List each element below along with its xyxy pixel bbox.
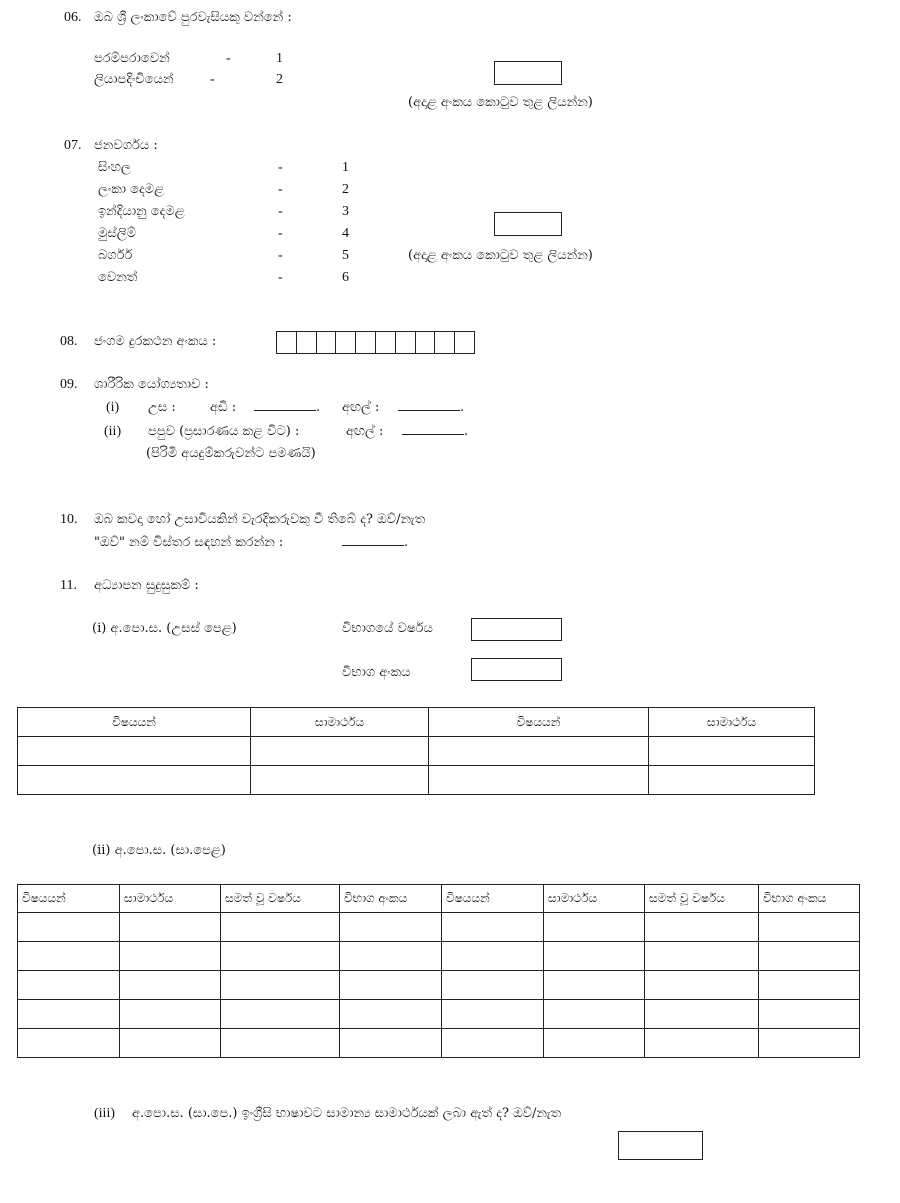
q07-option-code: 4 [342, 226, 349, 241]
al-index-box[interactable] [471, 658, 562, 681]
ol-cell[interactable] [442, 1029, 544, 1058]
q09-i-marker: (i) [106, 400, 120, 415]
q07-option-code: 3 [342, 204, 349, 219]
q07-option-code: 1 [342, 160, 349, 175]
q11-number: 11. [60, 578, 77, 593]
q09-question: ශාරීරික යෝග්‍යතාව : [94, 377, 209, 392]
q07-option-code: 6 [342, 270, 349, 285]
q07-answer-box[interactable] [494, 212, 562, 236]
ol-results-table [17, 884, 860, 1058]
digit-box[interactable] [336, 332, 356, 353]
chest-inches-blank[interactable] [402, 424, 464, 435]
q08-number: 08. [60, 334, 78, 349]
q06-option-dash: - [226, 51, 231, 66]
ol-cell[interactable] [645, 1029, 759, 1058]
al-cell[interactable] [251, 766, 429, 795]
q07-option-code: 2 [342, 182, 349, 197]
height-inches-blank[interactable] [398, 400, 460, 411]
q07-option-dash: - [278, 204, 283, 219]
ol-cell[interactable] [18, 942, 120, 971]
digit-box[interactable] [416, 332, 436, 353]
ol-cell[interactable] [442, 913, 544, 942]
ol-cell[interactable] [759, 1000, 860, 1029]
al-cell[interactable] [649, 766, 815, 795]
ol-cell[interactable] [340, 1000, 442, 1029]
al-index-label: විභාග අංකය [342, 665, 411, 680]
chest-inches-label: අඟල් : [346, 424, 384, 439]
q06-option-code: 1 [276, 51, 283, 66]
ol-cell[interactable] [544, 1029, 645, 1058]
ol-cell[interactable] [340, 942, 442, 971]
q11-question: අධ්‍යාපන සුදුසුකම් : [94, 578, 199, 593]
ol-header-index-no: විභාග අංකය [340, 885, 442, 913]
ol-cell[interactable] [120, 942, 221, 971]
ol-cell[interactable] [544, 1000, 645, 1029]
digit-box[interactable] [376, 332, 396, 353]
feet-label: අඩි : [210, 400, 237, 415]
ol-header-index-no: විභාග අංකය [759, 885, 860, 913]
q06-option-code: 2 [276, 72, 283, 87]
q06-question: ඔබ ශ්‍රී ලංකාවේ පුරවැසියකු වන්නේ : [94, 10, 292, 25]
q06-option-label: පරම්පරාවෙන් [94, 51, 170, 66]
height-label: උස : [148, 400, 176, 415]
ol-cell[interactable] [221, 942, 340, 971]
al-cell[interactable] [649, 737, 815, 766]
inches-label: අඟල් : [342, 400, 380, 415]
ol-cell[interactable] [442, 942, 544, 971]
ol-cell[interactable] [340, 913, 442, 942]
q07-option-label: බර්ගර් [98, 248, 133, 263]
digit-box[interactable] [297, 332, 317, 353]
q10-question: ඔබ කවදා හෝ උසාවියකින් වැරදිකරුවකු වී තිබේ ද? ඔව්/නැත [94, 512, 426, 527]
digit-box[interactable] [356, 332, 376, 353]
al-exam-year-box[interactable] [471, 618, 562, 641]
ol-cell[interactable] [759, 1029, 860, 1058]
q06-option-label: ලියාපදිංචියෙන් [94, 72, 174, 87]
ol-cell[interactable] [645, 913, 759, 942]
al-cell[interactable] [18, 737, 251, 766]
q07-option-label: වෙනත් [98, 270, 138, 285]
phone-number-boxes[interactable] [276, 331, 475, 354]
q06-answer-box[interactable] [494, 61, 562, 85]
feet-blank[interactable] [254, 400, 316, 411]
q07-option-dash: - [278, 270, 283, 285]
ol-cell[interactable] [759, 942, 860, 971]
ol-cell[interactable] [340, 971, 442, 1000]
q09-number: 09. [60, 377, 78, 392]
ol-cell[interactable] [221, 1029, 340, 1058]
ol-header-subjects: විෂයයන් [18, 885, 120, 913]
ol-cell[interactable] [18, 913, 120, 942]
ol-cell[interactable] [645, 1000, 759, 1029]
al-cell[interactable] [429, 737, 649, 766]
q06-number: 06. [64, 10, 82, 25]
q07-option-dash: - [278, 226, 283, 241]
al-header-subjects: විෂයයන් [18, 708, 251, 737]
al-cell[interactable] [18, 766, 251, 795]
q11-iii-question: අ.පො.ස. (සා.පෙ.) ඉංග්‍රීසි භාෂාවට සාමාන්‍ය සාමාර්ථයක් ලබා ඇත් ද? ඔව්/නැත [132, 1106, 562, 1121]
ol-header-year-passed: සමත් වූ වර්ෂය [645, 885, 759, 913]
english-pass-answer-box[interactable] [618, 1131, 703, 1160]
ol-header-passes: සාමාර්ථය [120, 885, 221, 913]
q09-ii-marker: (ii) [104, 424, 122, 439]
q10-end-dot: . [404, 535, 409, 550]
feet-dot: . [316, 400, 321, 415]
ol-cell[interactable] [120, 913, 221, 942]
q07-question: ජනවර්ගය : [94, 138, 158, 153]
al-header-passes: සාමාර්ථය [251, 708, 429, 737]
ol-header-year-passed: සමත් වූ වර්ෂය [221, 885, 340, 913]
q08-question: ජංගම දුරකථන අංකය : [94, 334, 217, 349]
q10-number: 10. [60, 512, 78, 527]
al-label: (i) අ.පො.ස. (උසස් පෙළ) [92, 621, 237, 636]
digit-box[interactable] [396, 332, 416, 353]
height-inches-dot: . [460, 400, 465, 415]
ol-cell[interactable] [221, 913, 340, 942]
ol-cell[interactable] [18, 971, 120, 1000]
ol-cell[interactable] [645, 971, 759, 1000]
al-cell[interactable] [251, 737, 429, 766]
ol-cell[interactable] [442, 1000, 544, 1029]
digit-box[interactable] [317, 332, 337, 353]
ol-cell[interactable] [544, 942, 645, 971]
q10-followup: "ඔව්" නම් විස්තර සඳහන් කරන්න : [94, 535, 284, 550]
q07-option-label: ඉන්දියානු දෙමළ [98, 204, 185, 219]
ol-cell[interactable] [221, 1000, 340, 1029]
al-header-subjects: විෂයයන් [429, 708, 649, 737]
ol-label: (ii) අ.පො.ස. (සා.පෙළ) [92, 843, 226, 858]
ol-cell[interactable] [340, 1029, 442, 1058]
digit-box[interactable] [455, 332, 474, 353]
ol-cell[interactable] [221, 971, 340, 1000]
q10-details-blank[interactable] [342, 535, 404, 546]
ol-cell[interactable] [18, 1029, 120, 1058]
q07-option-dash: - [278, 160, 283, 175]
al-header-passes: සාමාර්ථය [649, 708, 815, 737]
q07-option-label: සිංහල [98, 160, 131, 175]
ol-cell[interactable] [18, 1000, 120, 1029]
q07-number: 07. [64, 138, 82, 153]
digit-box[interactable] [277, 332, 297, 353]
q11-iii-marker: (iii) [94, 1106, 115, 1121]
q07-option-label: ලංකා දෙමළ [98, 182, 165, 197]
al-exam-year-label: විභාගයේ වර්ෂය [342, 621, 433, 636]
ol-header-subjects: විෂයයන් [442, 885, 544, 913]
ol-cell[interactable] [442, 971, 544, 1000]
q06-instruction: (අදාළ අංකය කොටුව තුළ ලියන්න) [408, 95, 593, 110]
ol-cell[interactable] [759, 913, 860, 942]
al-cell[interactable] [429, 766, 649, 795]
chest-inches-dot: . [464, 424, 469, 439]
al-results-table [17, 707, 815, 795]
q07-option-dash: - [278, 248, 283, 263]
q09-note: (පිරිමි අයදුම්කරුවන්ට පමණයි) [146, 446, 316, 461]
ol-cell[interactable] [645, 942, 759, 971]
digit-box[interactable] [435, 332, 455, 353]
ol-cell[interactable] [544, 913, 645, 942]
ol-header-passes: සාමාර්ථය [544, 885, 645, 913]
ol-cell[interactable] [544, 971, 645, 1000]
chest-label: පපුව (ප්‍රසාරණය කළ විට) : [148, 424, 300, 439]
q06-option-dash: - [210, 72, 215, 87]
q07-option-code: 5 [342, 248, 349, 263]
ol-cell[interactable] [759, 971, 860, 1000]
q07-option-dash: - [278, 182, 283, 197]
ol-cell[interactable] [120, 1029, 221, 1058]
q07-option-label: මුස්ලිම් [98, 226, 136, 241]
q07-instruction: (අදාළ අංකය කොටුව තුළ ලියන්න) [408, 248, 593, 263]
ol-cell[interactable] [120, 971, 221, 1000]
ol-cell[interactable] [120, 1000, 221, 1029]
